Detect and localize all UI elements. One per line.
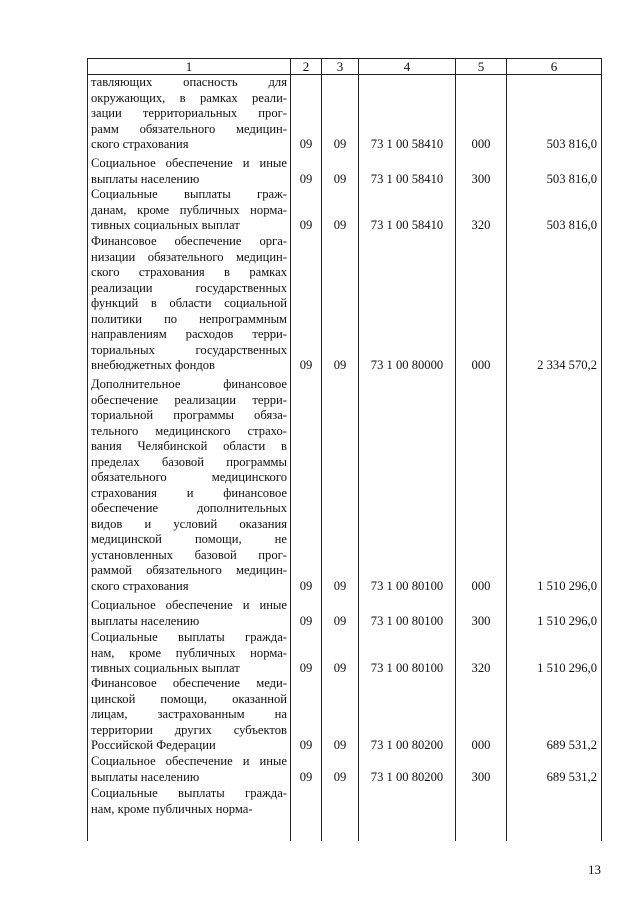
target-article-code: 73 1 00 58410 xyxy=(370,171,444,186)
amount: 689 531,2 xyxy=(546,769,597,784)
row-text-line: низации обязательного медицин- xyxy=(91,249,287,264)
row-text-line: выплаты населению xyxy=(91,171,200,186)
row-text-line: внебюджетных фондов xyxy=(91,358,215,372)
amount: 1 510 296,0 xyxy=(537,578,597,593)
row-text-line: обеспечение дополнительных xyxy=(91,501,287,515)
target-article-code: 73 1 00 80100 xyxy=(370,578,444,593)
row-text-line: тавляющих опасность для xyxy=(91,75,287,89)
amount: 503 816,0 xyxy=(546,171,597,186)
subsection-code: 09 xyxy=(333,218,347,232)
row-text-line: окружающих, в рамках реали- xyxy=(91,90,287,105)
expense-type-code: 320 xyxy=(471,218,491,232)
section-code: 09 xyxy=(299,358,313,372)
amount: 2 334 570,2 xyxy=(537,358,597,372)
row-text-line: тельного медицинского страхо- xyxy=(91,423,287,438)
row-text-line: направлениям расходов терри- xyxy=(91,327,287,341)
row-text-line: Финансовое обеспечение меди- xyxy=(91,676,287,690)
page-number: 13 xyxy=(588,862,601,877)
row-text-line: данам, кроме публичных норма- xyxy=(91,202,287,217)
target-article-code: 73 1 00 80000 xyxy=(370,358,444,372)
expense-type-code: 300 xyxy=(471,171,491,186)
amount: 503 816,0 xyxy=(546,137,597,151)
expense-type-code: 300 xyxy=(471,769,491,784)
subsection-code: 09 xyxy=(333,661,347,675)
subsection-code: 09 xyxy=(333,171,347,186)
row-text-line: ториальной программы обяза- xyxy=(91,408,287,422)
expense-type-code: 000 xyxy=(471,578,491,593)
column-header-4: 4 xyxy=(403,59,411,74)
row-text-line: реализации государственных xyxy=(91,280,287,295)
row-text-line: видов и условий оказания xyxy=(91,516,287,531)
section-code: 09 xyxy=(299,613,313,628)
section-code: 09 xyxy=(299,137,313,151)
amount: 1 510 296,0 xyxy=(537,661,597,675)
row-text-line: обеспечение реализации терри- xyxy=(91,392,287,407)
column-header-3: 3 xyxy=(336,59,344,74)
row-text-line: политики по непрограммным xyxy=(91,311,287,326)
row-text-line: ского страхования xyxy=(91,137,189,151)
row-text-line: функций в области социальной xyxy=(91,296,287,310)
section-code: 09 xyxy=(299,738,313,752)
column-header-2: 2 xyxy=(302,59,310,74)
row-text-line: нам, кроме публичных норма- xyxy=(91,801,253,816)
row-text-line: Социальное обеспечение и иные xyxy=(91,754,287,768)
row-text-line: тивных социальных выплат xyxy=(91,661,240,675)
section-code: 09 xyxy=(299,578,313,593)
row-text-line: лицам, застрахованным на xyxy=(91,707,287,721)
row-text-line: Социальное обеспечение и иные xyxy=(91,156,287,170)
row-text-line: Социальные выплаты граж- xyxy=(91,187,287,201)
row-text-line: медицинской помощи, не xyxy=(91,532,287,546)
row-text-line: Российской Федерации xyxy=(91,738,216,752)
budget-table xyxy=(87,58,602,841)
row-text-line: пределах базовой программы xyxy=(91,454,287,469)
target-article-code: 73 1 00 80100 xyxy=(370,613,444,628)
row-text-line: вания Челябинской области в xyxy=(91,439,287,453)
column-header-6: 6 xyxy=(550,59,558,74)
row-text-line: рамм обязательного медицин- xyxy=(91,121,287,136)
subsection-code: 09 xyxy=(333,769,347,784)
row-text-line: цинской помощи, оказанной xyxy=(91,691,287,706)
row-text-line: Социальное обеспечение и иные xyxy=(91,598,287,612)
section-code: 09 xyxy=(299,769,313,784)
row-text-line: ского страхования в рамках xyxy=(91,265,287,279)
subsection-code: 09 xyxy=(333,738,347,752)
subsection-code: 09 xyxy=(333,613,347,628)
row-text-line: установленных базовой прог- xyxy=(91,547,287,562)
expense-type-code: 000 xyxy=(471,738,491,752)
section-code: 09 xyxy=(299,171,313,186)
row-text-line: обязательного медицинского xyxy=(91,470,287,484)
row-text-line: ториальных государственных xyxy=(91,342,287,357)
row-text-line: Дополнительное финансовое xyxy=(91,377,287,391)
amount: 503 816,0 xyxy=(546,218,597,232)
section-code: 09 xyxy=(299,218,313,232)
subsection-code: 09 xyxy=(333,358,347,372)
target-article-code: 73 1 00 80200 xyxy=(370,769,444,784)
target-article-code: 73 1 00 58410 xyxy=(370,218,444,232)
subsection-code: 09 xyxy=(333,578,347,593)
amount: 1 510 296,0 xyxy=(537,613,597,628)
subsection-code: 09 xyxy=(333,137,347,151)
row-text-line: территории других субъектов xyxy=(91,722,287,737)
expense-type-code: 000 xyxy=(471,358,491,372)
row-text-line: ского страхования xyxy=(91,578,189,593)
row-text-line: Социальные выплаты гражда- xyxy=(91,786,287,800)
expense-type-code: 320 xyxy=(471,661,491,675)
row-text-line: зации территориальных прог- xyxy=(91,106,287,120)
amount: 689 531,2 xyxy=(546,738,597,752)
row-text-line: раммой обязательного медицин- xyxy=(91,563,287,577)
column-header-5: 5 xyxy=(477,59,485,74)
expense-type-code: 000 xyxy=(471,137,491,151)
target-article-code: 73 1 00 80100 xyxy=(370,661,444,675)
row-text-line: Финансовое обеспечение орга- xyxy=(91,234,287,248)
target-article-code: 73 1 00 80200 xyxy=(370,738,444,752)
expense-type-code: 300 xyxy=(471,613,491,628)
section-code: 09 xyxy=(299,661,313,675)
row-text-line: тивных социальных выплат xyxy=(91,218,240,232)
row-text-line: выплаты населению xyxy=(91,769,200,784)
row-text-line: выплаты населению xyxy=(91,613,200,628)
target-article-code: 73 1 00 58410 xyxy=(370,137,444,151)
row-text-line: Социальные выплаты гражда- xyxy=(91,630,287,644)
row-text-line: нам, кроме публичных норма- xyxy=(91,645,287,660)
row-text-line: страхования и финансовое xyxy=(91,485,287,500)
column-header-1: 1 xyxy=(185,59,193,74)
